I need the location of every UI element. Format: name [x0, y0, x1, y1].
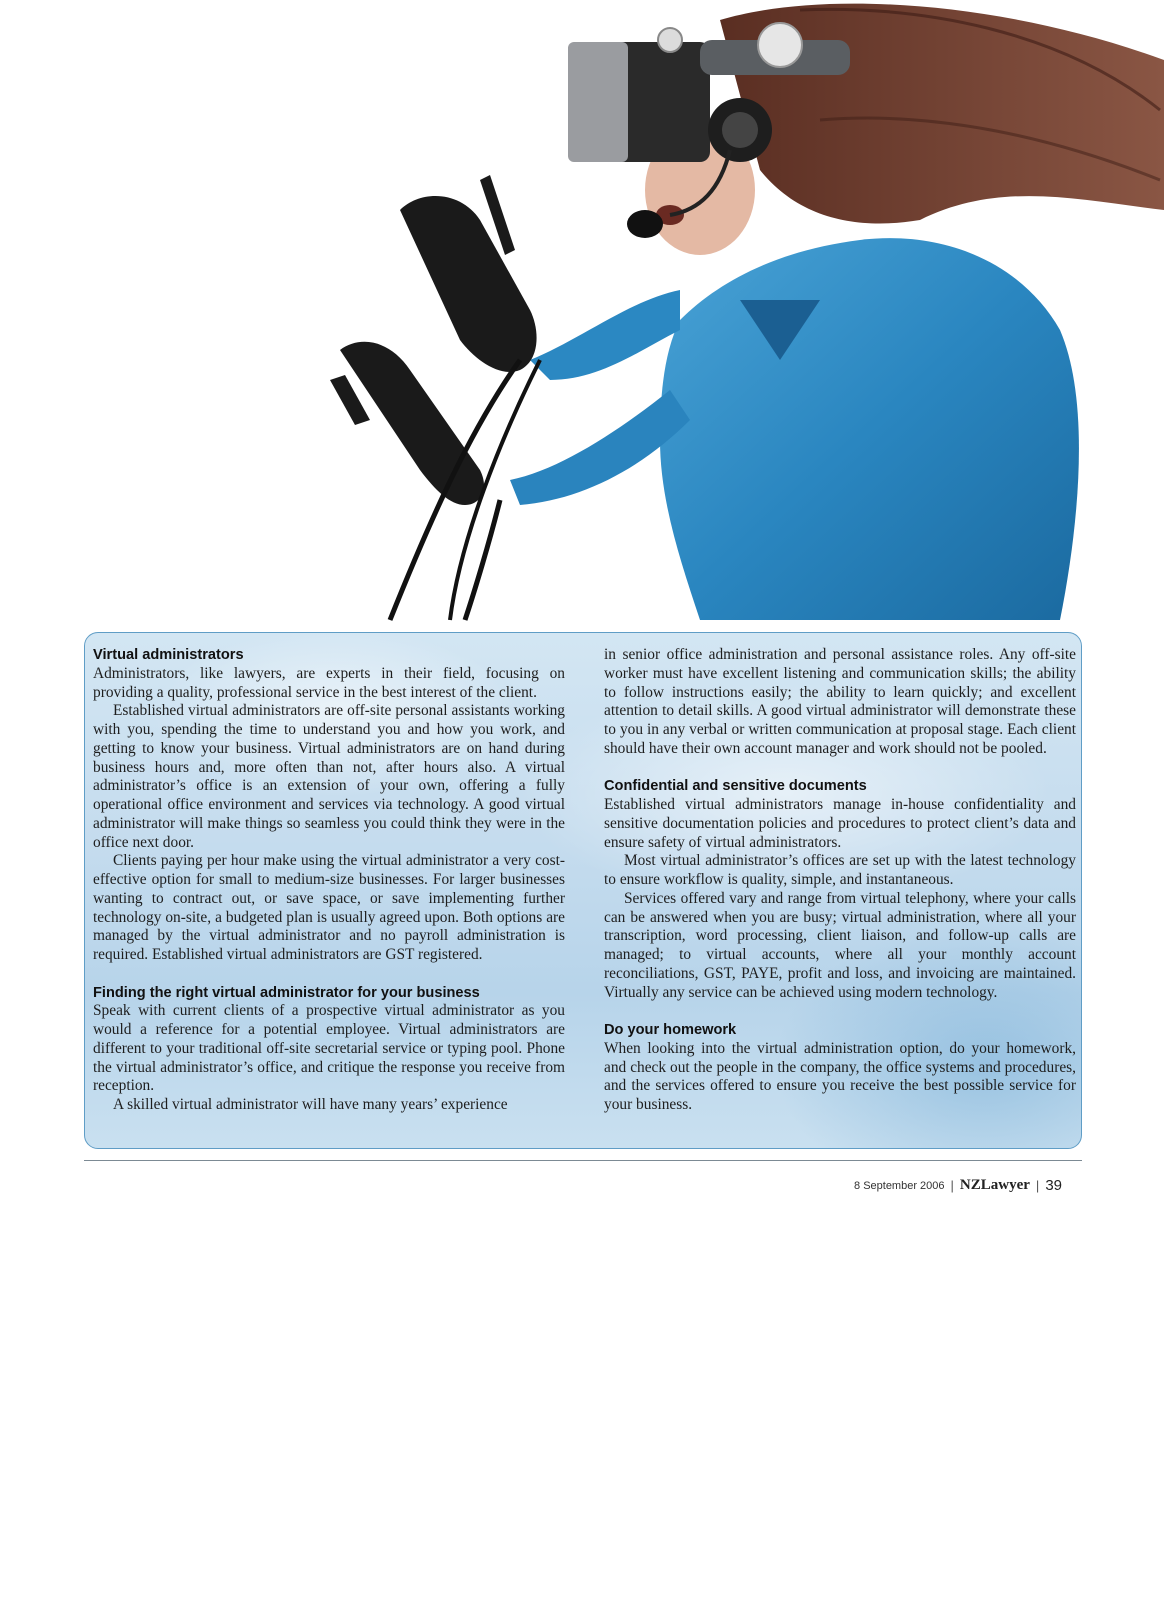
paragraph: Most virtual administrator’s offices are set up with the latest technology to ensure workflow is quality, simple, and instantaneous. [604, 852, 1076, 888]
footer-separator: | [1035, 1178, 1040, 1193]
section-heading: Do your homework [604, 1022, 737, 1038]
footer-rule [84, 1160, 1082, 1161]
paragraph: Established virtual administrators are off-site personal assistants working with you, spending the time to understand you and how you work, and getting to know your business. Virtual administrators are on hand during business hours and, more often than not, after hours also. A virtual administrator’s office is an extension of your own, offering a fully operational office environment and services via technology. A good virtual administrator will make things so seamless you could think they were in the office next door. [93, 702, 565, 851]
vr-illustration [300, 0, 1164, 640]
paragraph: A skilled virtual administrator will have many years’ experience [113, 1096, 508, 1113]
section-heading: Virtual administrators [93, 647, 244, 663]
article-right-column [604, 646, 1076, 1115]
page-number: 39 [1045, 1177, 1062, 1194]
paragraph: When looking into the virtual administration option, do your homework, and check out the people in the company, the office systems and procedures, and the services offered to ensure you receive the best possible service for your business. [604, 1039, 1076, 1113]
paragraph: Established virtual administrators manage in-house confidentiality and sensitive documentation policies and procedures to protect client’s data and ensure safety of virtual administrators. [604, 796, 1076, 851]
vr-headset-person-illustration [300, 0, 1164, 640]
magazine-name: NZLawyer [959, 1177, 1030, 1193]
page-footer [854, 1177, 1062, 1194]
section-heading: Confidential and sensitive documents [604, 778, 867, 795]
issue-date: 8 September 2006 [854, 1179, 945, 1192]
paragraph: Clients paying per hour make using the virtual administrator a very cost-effective option for small to medium-size businesses. For larger businesses wanting to contract out, or save space, or save implementing further technology on-site, a budgeted plan is usually agreed upon. Both options are managed by the virtual administrator and no payroll administration is required. Established virtual administrators are GST registered. [93, 852, 565, 963]
paragraph: Services offered vary and range from virtual telephony, where your calls can be answered when you are busy; virtual administration, where all your transcription, word processing, client liaison, and follow-up calls are managed; to virtual accounts, where all your monthly account reconciliations, GST, PAYE, profit and loss, and invoicing are maintained. Virtually any service can be achieved using modern technology. [604, 889, 1076, 1001]
paragraph: in senior office administration and personal assistance roles. Any off-site worker must have excellent listening and communication skills; the ability to follow instructions easily; the ability to learn quickly; and excellent attention to detail skills. A good virtual administrator will demonstrate these to you in any verbal or written communication at proposal stage. Each client should have their own account manager and work should not be pooled. [604, 646, 1076, 757]
paragraph: Speak with current clients of a prospective virtual administrator as you would a reference for a potential employee. Virtual administrators are different to your traditional off-site secretarial service or typing pool. Phone the virtual administrator’s office, and critique the response you receive from reception. [93, 1002, 565, 1095]
article-panel [84, 632, 1082, 1149]
article-left-column [93, 646, 565, 1115]
section-heading: Finding the right virtual administrator for your business [93, 984, 480, 1001]
footer-separator: | [950, 1178, 954, 1193]
paragraph: Administrators, like lawyers, are experts in their field, focusing on providing a quality, professional service in the best interest of the client. [93, 664, 565, 701]
